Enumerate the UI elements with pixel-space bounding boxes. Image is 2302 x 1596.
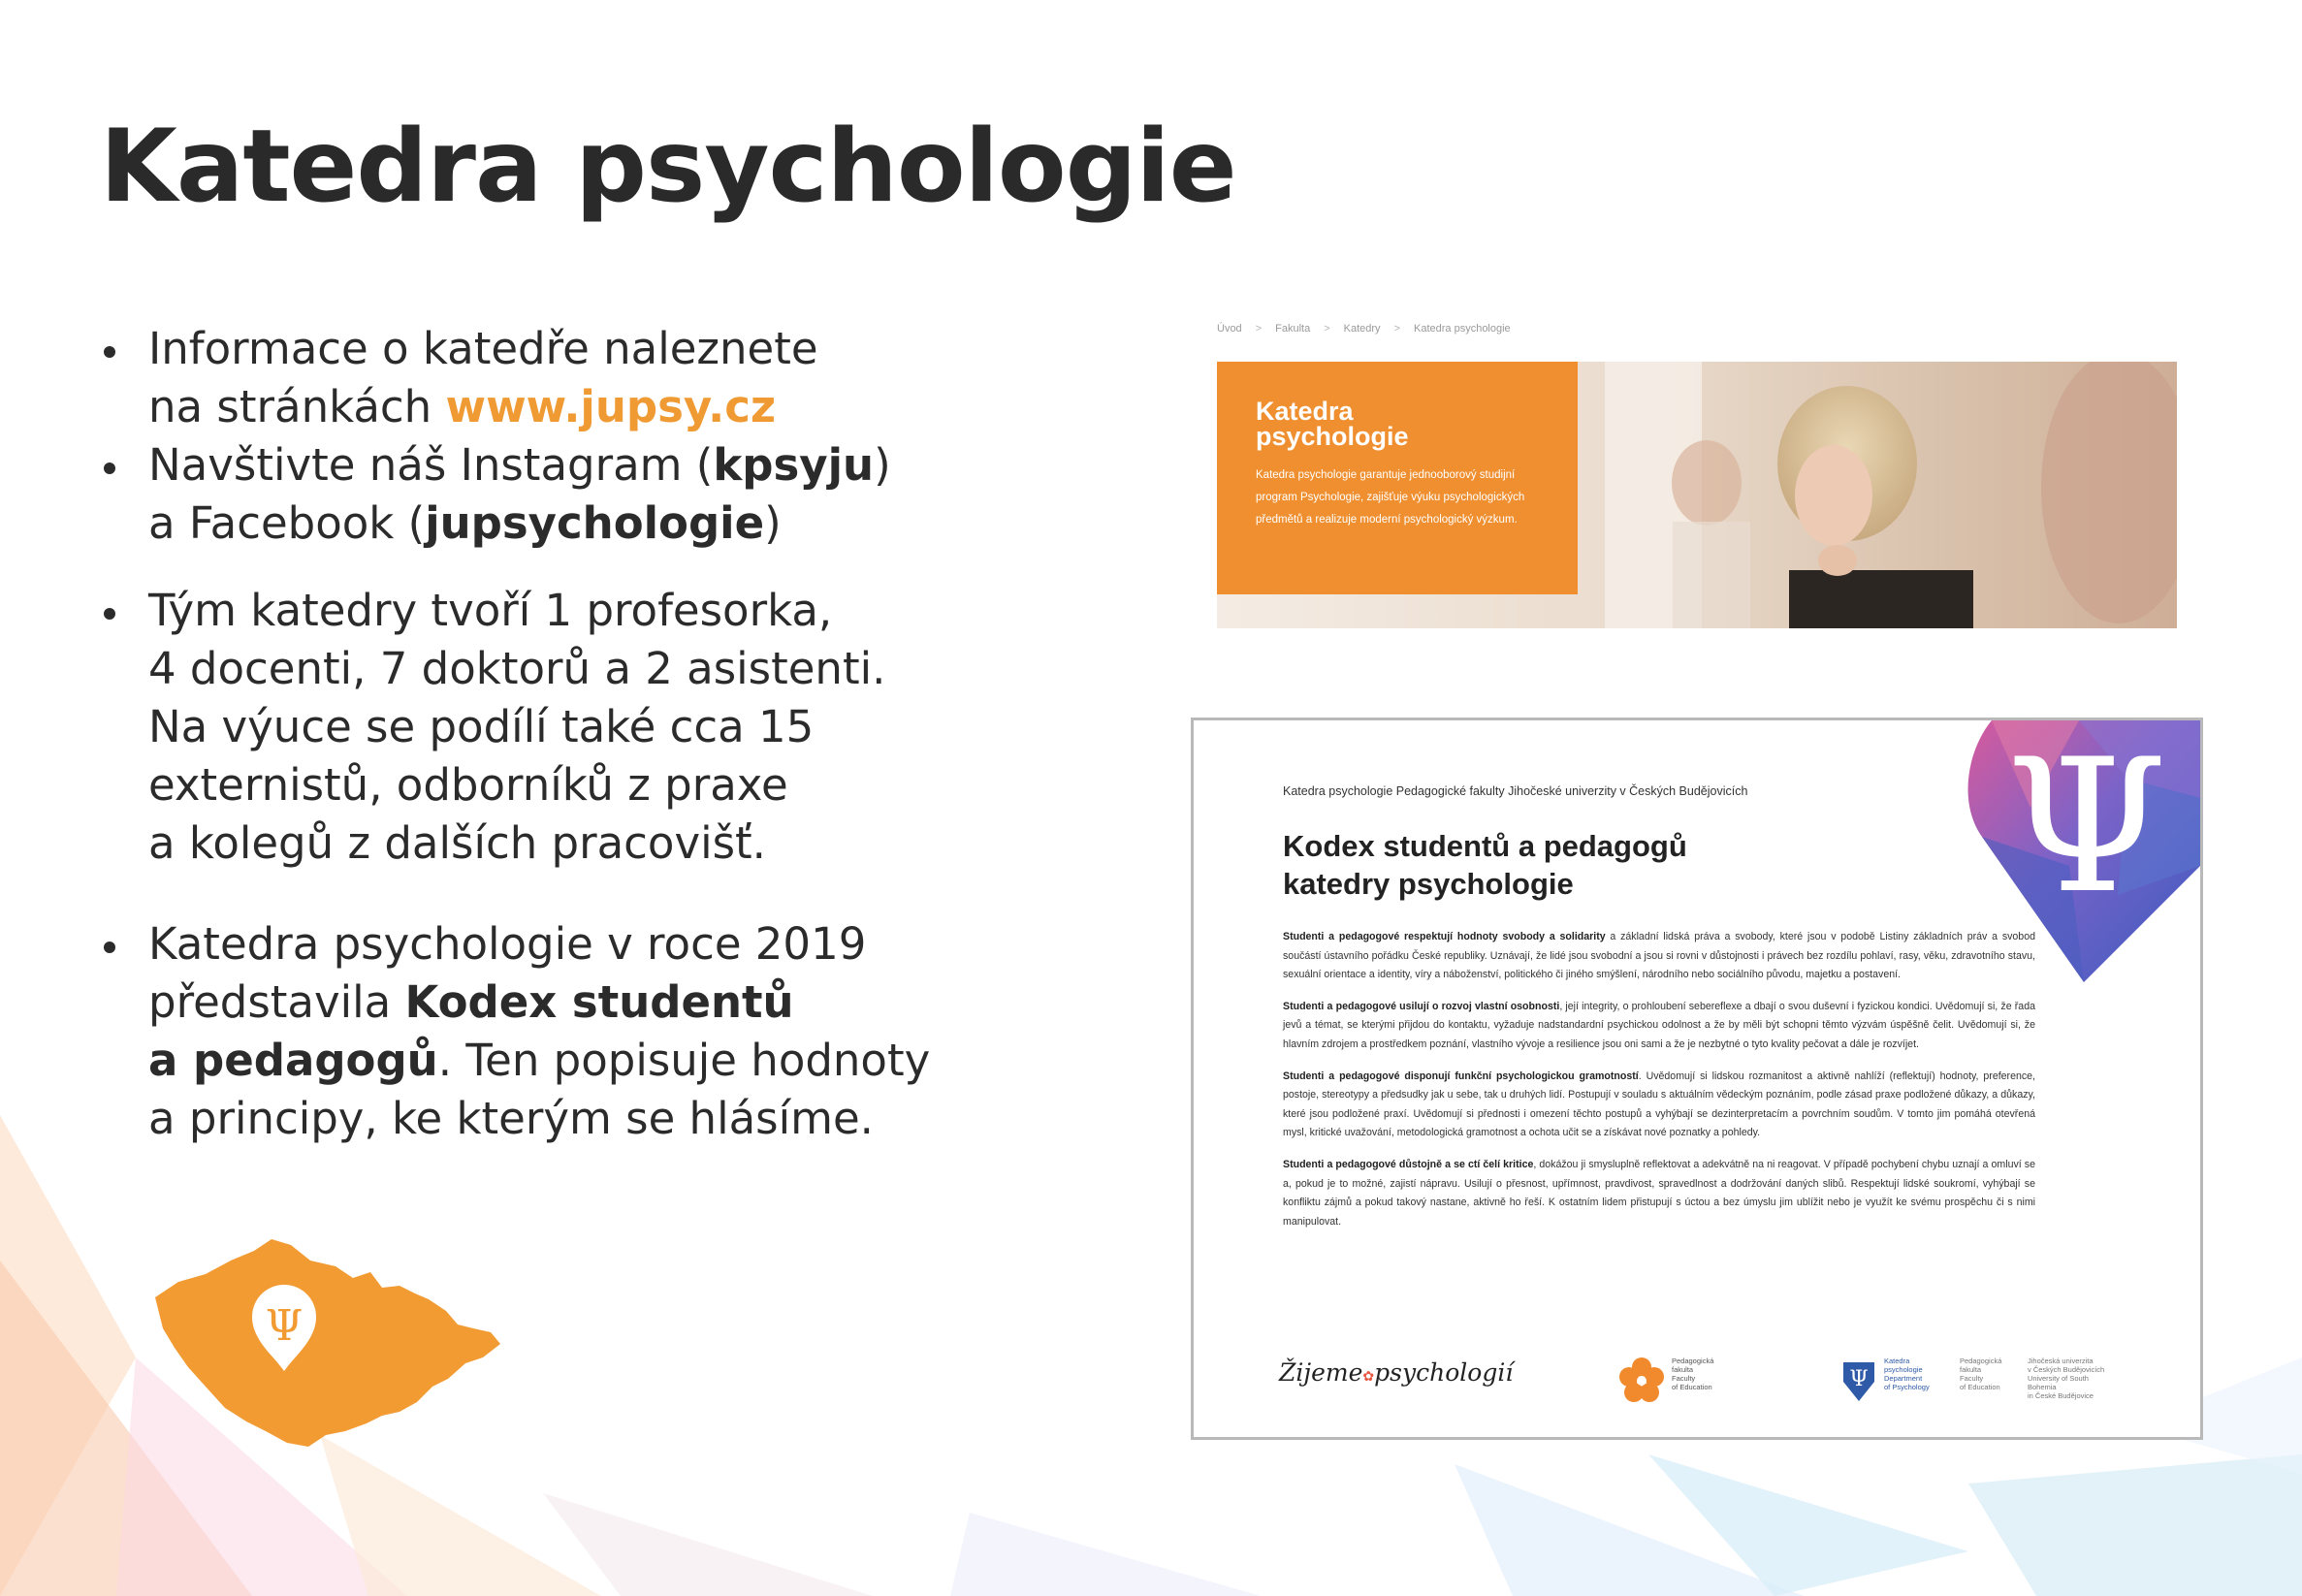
bullet-text: ) xyxy=(764,497,782,549)
signature xyxy=(1279,1358,1513,1387)
paragraph-lead: Studenti a pedagogové disponují funkční psychologickou gramotností xyxy=(1283,1069,1639,1082)
bullet-line: Informace o katedře naleznete xyxy=(148,323,818,374)
breadcrumb-item[interactable]: Úvod xyxy=(1217,323,1242,335)
signature-dot-icon: ✿ xyxy=(1362,1369,1375,1385)
paragraph-lead: Studenti a pedagogové usilují o rozvoj vlastní osobnosti xyxy=(1283,1000,1560,1012)
bullet-text: na stránkách xyxy=(148,381,446,432)
document-body xyxy=(1283,928,2035,1244)
svg-text:Ψ: Ψ xyxy=(1849,1367,1869,1391)
department-logo-text: Katedra psychologie Department of Psychology xyxy=(1884,1357,1930,1391)
breadcrumb-item[interactable]: Katedra psychologie xyxy=(1414,323,1511,335)
bullet-line: Na výuce se podílí také cca 15 xyxy=(148,701,815,752)
document-paragraph xyxy=(1283,998,2035,1055)
bullet-line: a principy, ke kterým se hlásíme. xyxy=(148,1093,874,1144)
bullet-text: . Ten popisuje hodnoty xyxy=(437,1035,931,1086)
faculty-logo-text: Pedagogická fakulta Faculty of Education xyxy=(1672,1357,1714,1391)
bullet-line: 4 docenti, 7 doktorů a 2 asistenti. xyxy=(148,643,886,694)
svg-text:Ψ: Ψ xyxy=(265,1301,304,1351)
czech-map-psi-icon xyxy=(145,1231,504,1450)
paragraph-text: , její integrity, o prohloubení sebereflexe a dbají o svou duševní i fyzickou kondici. Uvědomují si, že řada jevů a témat, se kterými přijdou do kontaktu, vyžaduje nadstandardní psychickou odolnost a že by měli být schopni těmto výzvám úspěšně čelit. Uvědomují si, že hlavním zdrojem a prostředkem poznání, vlastního vývoje a resilience jsou oni sami a že je nezbytné o tyto kvality pečovat a dále je rozvíjet. xyxy=(1283,1000,2035,1050)
bullet-line: externistů, odborníků z praxe xyxy=(148,759,788,811)
bullet-text: a Facebook ( xyxy=(148,497,426,549)
website-link[interactable]: www.jupsy.cz xyxy=(445,381,777,432)
bullet-website xyxy=(92,320,1159,436)
facebook-handle: jupsychologie xyxy=(425,497,765,549)
bullet-line: a kolegů z dalších pracovišť. xyxy=(148,817,766,869)
breadcrumb-separator: > xyxy=(1255,323,1263,335)
bullet-line xyxy=(148,1032,1159,1090)
signature-part: Žijeme xyxy=(1279,1358,1363,1387)
bullet-team xyxy=(92,582,1159,873)
document-footer xyxy=(1279,1351,2105,1409)
university-text: Jihočeská univerzita v Českých Budějovicích University of South Bohemia in České Budějovice xyxy=(2028,1357,2105,1400)
breadcrumb-separator: > xyxy=(1393,323,1400,335)
hero-text: Katedra psychologie garantuje jednooborový studijní program Psychologie, zajišťuje výuku psychologických předmětů a realizuje moderní psychologický výzkum. xyxy=(1256,469,1525,526)
bullet-line xyxy=(148,378,1159,436)
hero-orange-panel xyxy=(1217,362,1578,594)
document-paragraph xyxy=(1283,1068,2035,1143)
svg-text:Ψ: Ψ xyxy=(2005,720,2168,934)
bullet-line xyxy=(148,495,1159,553)
instagram-handle: kpsyju xyxy=(713,439,875,491)
paragraph-text: , dokážou ji smysluplně reflektovat a adekvátně na ni reagovat. V případě pochybení chybu uznají a omluví se a, pokud je to možné, zajistí nápravu. Usilují o přesnost, upřímnost, pravdivost, spravedlnost a dodržování daných slibů. Respektují lidské soukromí, vyhýbají se konfliktu zájmů a pokud takový nastane, aktivně ho řeší. K ostatním lidem přistupují s úctou a bez úmyslu jim ublížit nebo je využít ke svému prospěchu či s nimi manipulovat. xyxy=(1283,1158,2035,1228)
document-paragraph xyxy=(1283,1156,2035,1231)
paragraph-lead: Studenti a pedagogové důstojně a se ctí čelí kritice xyxy=(1283,1158,1534,1170)
breadcrumb xyxy=(1217,323,1511,342)
breadcrumb-separator: > xyxy=(1324,323,1330,335)
bullet-kodex xyxy=(92,915,1159,1148)
flower-logo-icon xyxy=(1618,1357,1665,1403)
paragraph-text: a základní lidská práva a svobody, které jsou v podobě Listiny základních práv a svobod součástí ústavního pořádku České republiky. Uznávají, že lidé jsou svobodní a jsou si rovni v důstojnosti i právech bez rozdílu pohlaví, rasy, věku, zdravotního stavu, sexuální orientace a identity, víry a náboženství, politického či jiného smýšlení, národního nebo sociálního původu, majetku a postavení. xyxy=(1283,931,2035,981)
bullet-bold: Kodex studentů xyxy=(404,976,794,1028)
page-title: Katedra psychologie xyxy=(100,109,1236,225)
document-paragraph xyxy=(1283,928,2035,985)
hero-banner xyxy=(1217,362,2177,628)
bullet-line xyxy=(148,436,1159,495)
bullet-social xyxy=(92,436,1159,553)
bullet-text: představila xyxy=(148,976,405,1028)
bullet-text: ) xyxy=(874,439,891,491)
paragraph-lead: Studenti a pedagogové respektují hodnoty svobody a solidarity xyxy=(1283,931,1606,942)
bullet-line xyxy=(148,974,1159,1032)
bullet-bold: a pedagogů xyxy=(148,1035,438,1086)
breadcrumb-item[interactable]: Fakulta xyxy=(1275,323,1311,335)
hero-title: Katedra psychologie xyxy=(1256,397,1409,451)
bullet-list xyxy=(92,320,1159,1148)
breadcrumb-item[interactable]: Katedry xyxy=(1343,323,1381,335)
kodex-document xyxy=(1191,718,2203,1440)
signature-part: psychologií xyxy=(1374,1358,1514,1387)
paragraph-text: . Uvědomují si lidskou rozmanitost a aktivně nahlíží (reflektují) hodnoty, preference, postoje, stereotypy a předsudky jak u sebe, tak u druhých lidí. Postupují v souladu s aktuálním vědeckým poznáním, podle zásad praxe podložené důkazy, a důkazy, které jsou podložené praxí. Uvědomují si přednosti i omezení těchto postupů a vyhýbají se dezinterpretacím a povrchním soudům. V tomto jim pomáhá otevřená mysl, kritické uvažování, metodologická gramotnost a ochota učit se a získávat nové poznatky a pohledy. xyxy=(1283,1069,2035,1139)
faculty-text: Pedagogická fakulta Faculty of Education xyxy=(1960,1357,2002,1391)
website-screenshot xyxy=(1217,323,2177,633)
bullet-line: Tým katedry tvoří 1 profesorka, xyxy=(148,585,833,636)
psi-logo-icon xyxy=(1839,1357,1878,1403)
bullet-line: Katedra psychologie v roce 2019 xyxy=(148,918,867,970)
document-title: Kodex studentů a pedagogů katedry psychologie xyxy=(1283,829,1687,901)
document-subtitle: Katedra psychologie Pedagogické fakulty Jihočeské univerzity v Českých Budějovicích xyxy=(1283,784,1748,798)
bullet-text: Navštivte náš Instagram ( xyxy=(148,439,714,491)
